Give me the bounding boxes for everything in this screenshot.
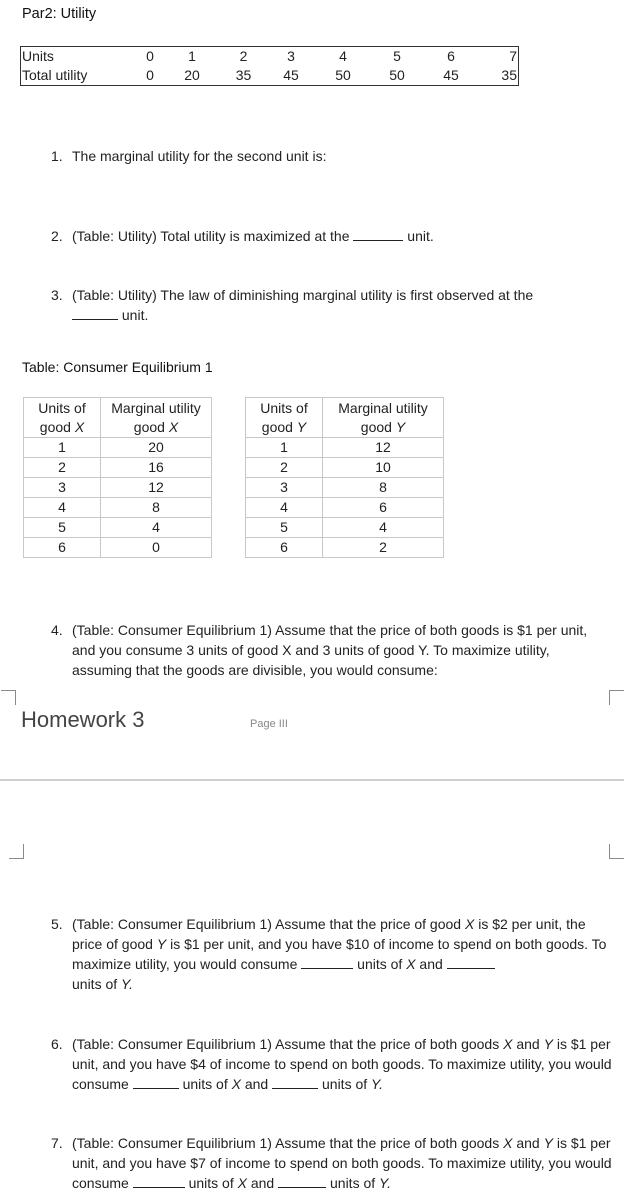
cell-units: 1 bbox=[24, 438, 101, 458]
units-label: Units bbox=[21, 47, 139, 67]
cell-units: 6 bbox=[24, 538, 101, 558]
cell-mu: 2 bbox=[323, 538, 444, 558]
cell-mu: 4 bbox=[323, 518, 444, 538]
utility-cell: 35 bbox=[477, 66, 519, 86]
utility-cell: 0 bbox=[138, 66, 162, 86]
crop-mark bbox=[609, 844, 624, 859]
table-good-x bbox=[23, 397, 212, 558]
utility-cell: 50 bbox=[317, 66, 369, 86]
unit-cell: 6 bbox=[425, 47, 477, 67]
utility-cell: 50 bbox=[369, 66, 425, 86]
question-2 bbox=[51, 226, 613, 246]
header-units-y: Units of good Y bbox=[246, 398, 323, 438]
question-text bbox=[72, 226, 613, 246]
table-header-row bbox=[246, 398, 444, 438]
question-number: 7. bbox=[51, 1135, 63, 1151]
table-row bbox=[246, 478, 444, 498]
section-heading: Par2: Utility bbox=[22, 6, 97, 22]
crop-mark bbox=[609, 690, 624, 705]
question-5 bbox=[51, 914, 613, 994]
cell-units: 5 bbox=[24, 518, 101, 538]
cell-units: 2 bbox=[24, 458, 101, 478]
cell-mu: 20 bbox=[101, 438, 212, 458]
cell-mu: 6 bbox=[323, 498, 444, 518]
table-row bbox=[246, 538, 444, 558]
total-utility-label: Total utility bbox=[21, 66, 139, 86]
crop-mark bbox=[1, 690, 16, 705]
unit-cell: 5 bbox=[369, 47, 425, 67]
header-units-x: Units of good X bbox=[24, 398, 101, 438]
table-row bbox=[246, 518, 444, 538]
question-text-part: unit. bbox=[407, 228, 434, 244]
unit-cell: 2 bbox=[222, 47, 265, 67]
cell-units: 5 bbox=[246, 518, 323, 538]
unit-cell: 3 bbox=[265, 47, 317, 67]
table-row bbox=[24, 478, 212, 498]
cell-mu: 10 bbox=[323, 458, 444, 478]
question-text: (Table: Consumer Equilibrium 1) Assume that the price of both goods X and Y is $1 per unit, and you have $7 of income to spend on both goods. To maximize utility, you would consume units of X and units of Y. bbox=[72, 1135, 612, 1191]
question-text-part: unit. bbox=[121, 307, 149, 323]
cell-units: 6 bbox=[246, 538, 323, 558]
utility-table bbox=[20, 46, 519, 86]
header-mu-y: Marginal utility good Y bbox=[323, 398, 444, 438]
page-number: Page III bbox=[250, 718, 288, 730]
answer-blank[interactable] bbox=[272, 1076, 318, 1089]
table-row bbox=[24, 458, 212, 478]
unit-cell: 0 bbox=[138, 47, 162, 67]
table-row bbox=[246, 458, 444, 478]
unit-cell: 4 bbox=[317, 47, 369, 67]
question-number: 5. bbox=[51, 916, 63, 932]
units-row bbox=[21, 47, 519, 67]
consumer-table-title: Table: Consumer Equilibrium 1 bbox=[22, 359, 213, 375]
table-header-row bbox=[24, 398, 212, 438]
question-3 bbox=[51, 285, 613, 325]
answer-blank[interactable] bbox=[447, 956, 495, 969]
header-mu-x: Marginal utility good X bbox=[101, 398, 212, 438]
cell-mu: 0 bbox=[101, 538, 212, 558]
table-row bbox=[246, 498, 444, 518]
question-text-part: (Table: Utility) The law of diminishing marginal utility is first observed at the bbox=[72, 287, 534, 303]
answer-blank[interactable] bbox=[301, 956, 353, 969]
utility-cell: 45 bbox=[425, 66, 477, 86]
table-row bbox=[24, 518, 212, 538]
utility-cell: 45 bbox=[265, 66, 317, 86]
question-text: (Table: Consumer Equilibrium 1) Assume that the price of both goods is $1 per unit, and you consume 3 units of good X and 3 units of good Y. To maximize utility, assuming that the goods are divisible, you would consume: bbox=[72, 622, 588, 678]
crop-mark bbox=[9, 844, 24, 859]
cell-mu: 8 bbox=[323, 478, 444, 498]
total-utility-row bbox=[21, 66, 519, 86]
cell-units: 2 bbox=[246, 458, 323, 478]
answer-blank[interactable] bbox=[278, 1175, 326, 1188]
table-row bbox=[246, 438, 444, 458]
cell-units: 1 bbox=[246, 438, 323, 458]
question-6 bbox=[51, 1034, 613, 1094]
question-text bbox=[72, 285, 613, 325]
question-number: 6. bbox=[51, 1036, 63, 1052]
question-text-part: (Table: Utility) Total utility is maximized at the bbox=[72, 228, 350, 244]
question-text: The marginal utility for the second unit is: bbox=[72, 148, 327, 164]
question-text: (Table: Consumer Equilibrium 1) Assume that the price of good X is $2 per unit, the price of good Y is $1 per unit, and you have $10 of income to spend on both goods. To maximize utility, you would consume units of X and units of Y. bbox=[72, 916, 607, 992]
question-number: 3. bbox=[51, 287, 63, 303]
answer-blank[interactable] bbox=[72, 307, 118, 320]
table-row bbox=[24, 438, 212, 458]
utility-cell: 35 bbox=[222, 66, 265, 86]
cell-units: 4 bbox=[246, 498, 323, 518]
cell-units: 3 bbox=[24, 478, 101, 498]
table-row bbox=[24, 538, 212, 558]
answer-blank[interactable] bbox=[133, 1076, 179, 1089]
cell-mu: 12 bbox=[101, 478, 212, 498]
cell-mu: 12 bbox=[323, 438, 444, 458]
unit-cell: 7 bbox=[477, 47, 519, 67]
page-divider bbox=[0, 779, 624, 781]
question-4 bbox=[51, 620, 613, 680]
cell-mu: 16 bbox=[101, 458, 212, 478]
cell-mu: 4 bbox=[101, 518, 212, 538]
cell-units: 3 bbox=[246, 478, 323, 498]
table-row bbox=[24, 498, 212, 518]
cell-mu: 8 bbox=[101, 498, 212, 518]
question-number: 1. bbox=[51, 148, 63, 164]
question-1 bbox=[51, 146, 613, 166]
question-number: 2. bbox=[51, 228, 63, 244]
footer-title: Homework 3 bbox=[21, 707, 145, 732]
utility-cell: 20 bbox=[162, 66, 222, 86]
answer-blank[interactable] bbox=[133, 1175, 185, 1188]
table-good-y bbox=[245, 397, 444, 558]
unit-cell: 1 bbox=[162, 47, 222, 67]
cell-units: 4 bbox=[24, 498, 101, 518]
answer-blank[interactable] bbox=[353, 228, 403, 241]
question-text: (Table: Consumer Equilibrium 1) Assume that the price of both goods X and Y is $1 per unit, and you have $4 of income to spend on both goods. To maximize utility, you would consume units of X and units of Y. bbox=[72, 1036, 612, 1092]
question-number: 4. bbox=[51, 622, 63, 638]
question-7 bbox=[51, 1133, 613, 1193]
